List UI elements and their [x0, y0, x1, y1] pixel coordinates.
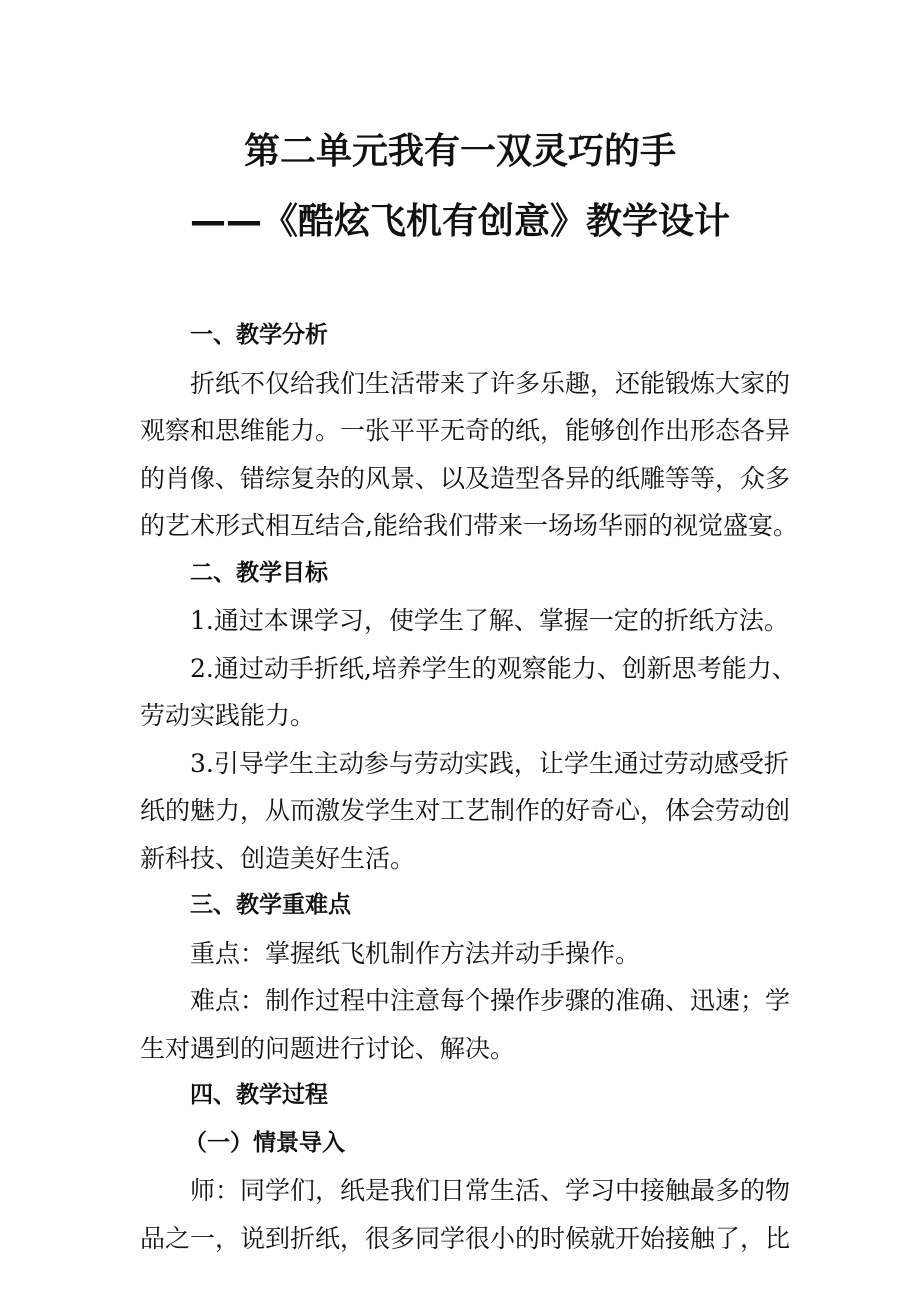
goal-item: 2.通过动手折纸,培养学生的观察能力、创新思考能力、	[190, 653, 797, 683]
paragraph-line: 品之一，说到折纸，很多同学很小的时候就开始接触了，比	[140, 1223, 791, 1253]
goal-item-continuation: 纸的魅力，从而激发学生对工艺制作的好奇心，体会劳动创	[140, 796, 791, 825]
difficult-point-continuation: 生对遇到的问题进行讨论、解决。	[140, 1033, 516, 1063]
goal-item: 1.通过本课学习，使学生了解、掌握一定的折纸方法。	[190, 606, 789, 635]
section-heading-analysis: 一、教学分析	[190, 322, 328, 348]
paragraph-line: 观察和思维能力。一张平平无奇的纸，能够创作出形态各异	[140, 416, 791, 445]
paragraph-line: 师：同学们，纸是我们日常生活、学习中接触最多的物	[190, 1176, 791, 1205]
goal-item-continuation: 新科技、创造美好生活。	[140, 843, 416, 873]
paragraph-line: 的艺术形式相互结合,能给我们带来一场场华丽的视觉盛宴。	[140, 511, 798, 540]
key-point: 重点：掌握纸飞机制作方法并动手操作。	[190, 938, 641, 968]
section-heading-process: 四、教学过程	[190, 1082, 328, 1108]
subsection-heading-intro: （一）情景导入	[184, 1129, 345, 1156]
document-body	[140, 312, 798, 1262]
document-subtitle: ——《酷炫飞机有创意》教学设计	[189, 201, 730, 242]
goal-item-continuation: 劳动实践能力。	[140, 701, 316, 730]
paragraph-line: 的肖像、错综复杂的风景、以及造型各异的纸雕等等，众多	[140, 463, 791, 493]
section-heading-goals: 二、教学目标	[190, 559, 328, 586]
paragraph-line: 折纸不仅给我们生活带来了许多乐趣，还能锻炼大家的	[190, 368, 791, 398]
document-title: 第二单元我有一双灵巧的手	[243, 131, 676, 172]
goal-item: 3.引导学生主动参与劳动实践，让学生通过劳动感受折	[190, 748, 789, 778]
difficult-point: 难点：制作过程中注意每个操作步骤的准确、迅速；学	[190, 986, 791, 1015]
section-heading-key-points: 三、教学重难点	[190, 892, 351, 918]
